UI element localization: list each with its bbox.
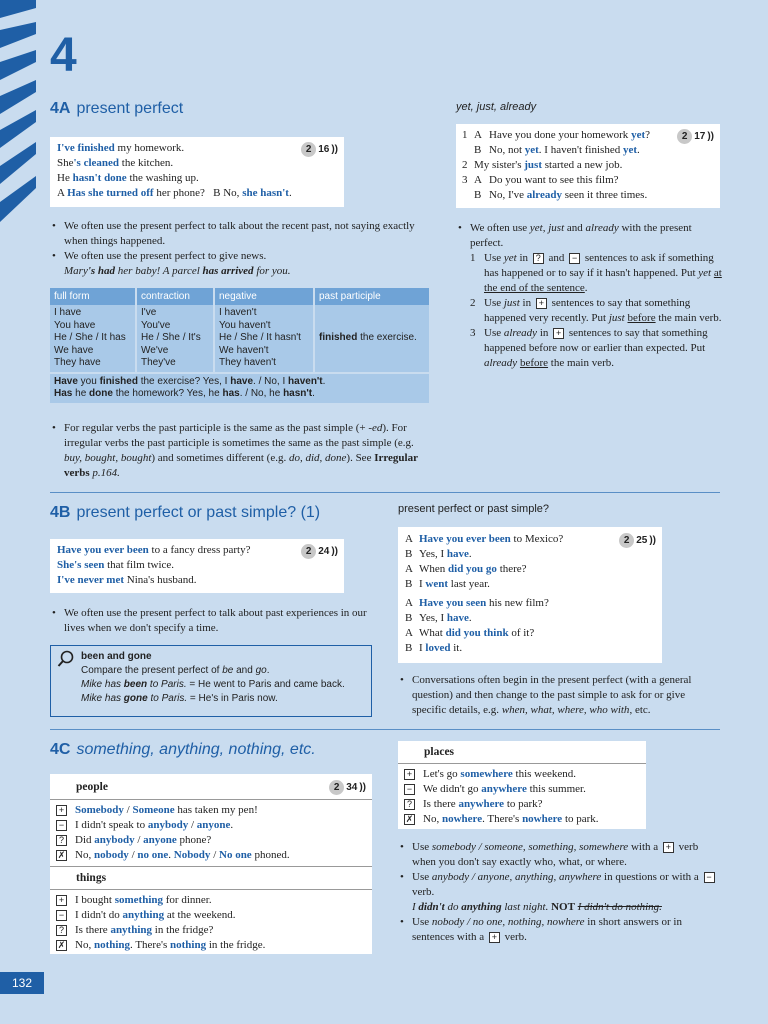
rule-item: 3 Use already in + sentences to say that something happened before now or earlier than expected. Put already before the main verb. — [470, 327, 708, 369]
symbol-icon: + — [56, 805, 67, 816]
bullet-item: • Use somebody / someone, something, somewhere with a + verb when you don't say exactly who, what, or where. — [398, 840, 722, 870]
speaker-icon: )) — [707, 131, 714, 142]
example-line: She's cleaned the kitchen. — [57, 157, 174, 169]
places-list — [398, 764, 646, 830]
symbol-icon: + — [56, 895, 67, 906]
full-form-cell: I have You have He / She / It has We have They have — [50, 305, 136, 373]
symbol-icon: ? — [56, 925, 67, 936]
yet-just-already-heading: yet, just, already — [456, 101, 537, 113]
page-number: 132 — [0, 972, 44, 994]
bullet-item: • Use nobody / no one, nothing, nowhere in short answers or in sentences with a + verb. — [398, 915, 722, 945]
section-divider — [50, 729, 720, 730]
bullet-item: • Use anybody / anyone, anything, anywhere in questions or with a − verb. I didn't do anything last night. NOT I didn't do nothing. — [398, 870, 722, 915]
example-line: B No, not yet. I haven't finished yet. — [474, 144, 640, 156]
example-box-4b — [50, 539, 344, 593]
plus-symbol-icon: + — [553, 328, 564, 339]
past-participle-cell: finished the exercise. — [314, 305, 430, 373]
example-line: 3 A Do you want to see this film? — [462, 174, 619, 186]
example-line: She's seen that film twice. — [57, 559, 175, 571]
col-header: contraction — [136, 288, 214, 305]
example-box-yja — [456, 124, 720, 208]
section-code: 4B — [50, 504, 71, 521]
bullet-item: • We often use the present perfect to talk about past experiences in our lives when we don't specify a time. — [50, 606, 380, 636]
things-list — [50, 890, 372, 956]
col-header: full form — [50, 288, 136, 305]
example-line: He hasn't done the washing up. — [57, 172, 199, 184]
example-line: A Has she turned off her phone? B No, she hasn't. — [57, 187, 292, 199]
track-number: 16 — [318, 144, 330, 155]
symbol-icon: ✗ — [57, 939, 66, 950]
dialogue-line: A When did you go there? — [405, 563, 527, 575]
example-line: I've finished my homework. — [57, 142, 185, 154]
example-row: − We didn't go anywhere this summer. — [404, 782, 640, 797]
ppps-heading: present perfect or past simple? — [398, 503, 550, 515]
audio-track[interactable]: 2 25 )) — [619, 533, 656, 548]
example-line: Have you ever been to a fancy dress party? — [57, 544, 251, 556]
places-label: places — [398, 741, 646, 764]
question-row: Have you finished the exercise? Yes, I have. / No, I haven't. Has he done the homework? Yes, he has. / No, he hasn't. — [50, 373, 430, 403]
unit-number: 4 — [50, 29, 77, 82]
audio-track[interactable]: 2 24 )) — [301, 544, 338, 559]
dialogue-line: A Have you seen his new film? — [405, 597, 549, 609]
example-row: ? Is there anywhere to park? — [404, 797, 640, 812]
cd-number: 2 — [301, 142, 316, 157]
example-box-4a — [50, 137, 344, 207]
section-code: 4A — [50, 100, 71, 117]
example-line: B No, I've already seen it three times. — [474, 189, 648, 201]
people-list — [50, 800, 372, 866]
section-4a-heading — [50, 100, 183, 118]
people-label: people — [50, 774, 372, 800]
plus-symbol-icon: + — [536, 298, 547, 309]
note-line: Compare the present perfect of be and go. — [81, 665, 270, 676]
example-line: I've never met Nina's husband. — [57, 574, 197, 586]
speaker-icon: )) — [649, 535, 656, 546]
audio-track[interactable]: 2 34 )) — [329, 780, 366, 795]
example-line: 2 My sister's just started a new job. — [462, 159, 623, 171]
section-code: 4C — [50, 741, 71, 758]
dialogue-line: B Yes, I have. — [405, 548, 472, 560]
contraction-cell: I've You've He / She / It's We've They've — [136, 305, 214, 373]
negative-cell: I haven't You haven't He / She / It hasn't We haven't They haven't — [214, 305, 314, 373]
section-title: present perfect — [76, 100, 184, 117]
section-divider — [50, 492, 720, 493]
dialogue-line: A Have you ever been to Mexico? — [405, 533, 564, 545]
bullet-item: • We often use the present perfect to talk about the recent past, not saying exactly when things happened. — [50, 219, 430, 249]
magnifier-icon — [57, 650, 75, 673]
bullets-4c — [398, 840, 722, 945]
example-line: 1 A Have you done your homework yet? — [462, 129, 650, 141]
places-box — [398, 741, 646, 829]
note-line: Mike has been to Paris. = He went to Paris and came back. — [81, 679, 345, 690]
audio-track[interactable] — [301, 142, 338, 157]
dialogue-line: B I loved it. — [405, 642, 463, 654]
speaker-icon: )) — [331, 546, 338, 557]
bullets-4a — [50, 219, 430, 279]
rule-item: 1 Use yet in ? and − sentences to ask if something has happened or to say if it hasn't happened. Put yet at the end of the sentence. — [470, 252, 722, 294]
example-row: ✗ No, nowhere. There's nowhere to park. — [405, 813, 599, 825]
section-4b-heading — [50, 504, 320, 522]
symbol-icon: + — [404, 769, 415, 780]
example-row: ✗ No, nothing. There's nothing in the fridge. — [57, 939, 266, 951]
note-title: been and gone — [81, 651, 152, 662]
example-row: ✗ No, nobody / no one. Nobody / No one phoned. — [57, 849, 290, 861]
bullet-item: • We often use the present perfect to give news. Mary's had her baby! A parcel has arrived for you. — [50, 249, 430, 279]
symbol-icon: − — [56, 910, 67, 921]
example-row: ? Did anybody / anyone phone? — [56, 833, 366, 848]
speaker-icon: )) — [359, 782, 366, 793]
example-row: + Somebody / Someone has taken my pen! — [56, 803, 366, 818]
dialogue-line: B I went last year. — [405, 578, 490, 590]
bullet-item: • Conversations often begin in the present perfect (with a general question) and then change to the past simple to ask for or give specific details, e.g. when, what, where, who with, etc. — [398, 673, 722, 718]
section-4c-heading — [50, 741, 316, 759]
minus-symbol-icon: − — [704, 872, 715, 883]
example-row: − I didn't do anything at the weekend. — [56, 908, 366, 923]
symbol-icon: ? — [404, 799, 415, 810]
symbol-icon: ✗ — [405, 813, 414, 824]
example-box-ppps — [398, 527, 662, 663]
example-row: − I didn't speak to anybody / anyone. — [56, 818, 366, 833]
rule-item: 2 Use just in + sentences to say that something happened very recently. Put just before the main verb. — [470, 297, 722, 324]
yja-explanation — [456, 221, 722, 371]
bullets-ppps — [398, 673, 722, 718]
note-box-been-gone — [50, 645, 372, 717]
example-row: + I bought something for dinner. — [56, 893, 366, 908]
bullet-item: • We often use yet, just and already with the present perfect. — [458, 222, 692, 249]
bullets-4a-bottom — [50, 421, 430, 481]
col-header: past participle — [314, 288, 430, 305]
audio-track[interactable]: 2 17 )) — [677, 129, 714, 144]
col-header: negative — [214, 288, 314, 305]
symbol-icon: ✗ — [57, 849, 66, 860]
plus-symbol-icon: + — [663, 842, 674, 853]
verb-form-table — [50, 288, 431, 403]
bullet-item: • For regular verbs the past participle is the same as the past simple (+ -ed). For irregular verbs the past participle is sometimes the same as the past simple (e.g. buy, bought, bought) and sometimes different (e.g. do, did, done). See Irregular verbs p.164. — [50, 421, 430, 481]
dialogue-line: B Yes, I have. — [405, 612, 472, 624]
note-line: Mike has gone to Paris. = He's in Paris now. — [81, 693, 278, 704]
bullets-4b — [50, 606, 380, 636]
things-label: things — [50, 866, 372, 890]
minus-symbol-icon: − — [569, 253, 580, 264]
indefinite-pronouns-box — [50, 774, 372, 954]
section-title: present perfect or past simple? (1) — [76, 504, 321, 521]
symbol-icon: − — [56, 820, 67, 831]
speaker-icon: )) — [331, 144, 338, 155]
example-row: + Let's go somewhere this weekend. — [404, 767, 640, 782]
symbol-icon: − — [404, 784, 415, 795]
question-symbol-icon: ? — [533, 253, 544, 264]
example-row: ? Is there anything in the fridge? — [56, 923, 366, 938]
dialogue-line: A What did you think of it? — [405, 627, 535, 639]
section-title: something, anything, nothing, etc. — [76, 741, 316, 758]
plus-symbol-icon: + — [489, 932, 500, 943]
decorative-sidebar-rays — [0, 0, 36, 240]
symbol-icon: ? — [56, 835, 67, 846]
